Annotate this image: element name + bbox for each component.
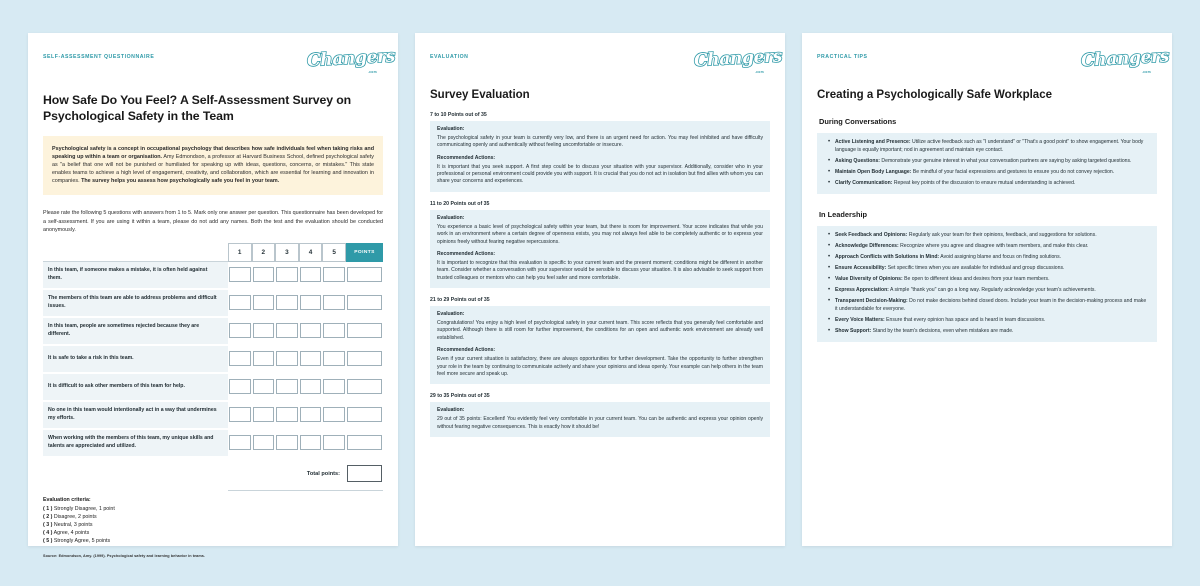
list-item <box>835 139 1148 154</box>
actions-text: It is important that you seek support. A first step could be to discuss your situation with your supervisor. Additionally, consider who in your professional or personal environment could provide you with support. It is crucial that you do not act in isolation but find allies with whom you can share your concerns and experiences. <box>437 163 763 185</box>
tip-text: Be mindful of your facial expressions and gestures to ensure you do not convey rejection. <box>911 168 1115 175</box>
tick-box[interactable] <box>276 267 298 282</box>
answer-cell-5[interactable] <box>322 374 346 402</box>
tip-term: Acknowledge Differences: <box>835 243 899 249</box>
evaluation-criteria <box>43 496 383 545</box>
evaluation-body <box>430 402 770 437</box>
answer-cell-5[interactable] <box>322 262 346 290</box>
list-item <box>835 328 1148 336</box>
answer-cell-2[interactable] <box>252 318 276 346</box>
question-text: When working with the members of this team, my unique skills and talents are appreciated and utilized. <box>43 430 228 458</box>
logo-wordmark: Changers <box>693 46 783 71</box>
list-item <box>835 254 1148 262</box>
question-text: It is difficult to ask other members of this team for help. <box>43 374 228 402</box>
scale-header-1: 1 <box>228 243 252 262</box>
table-row <box>43 262 383 290</box>
tip-term: Active Listening and Presence: <box>835 139 911 145</box>
tick-box[interactable] <box>253 351 275 366</box>
evaluation-label: Evaluation: <box>437 407 465 414</box>
total-points-label: Total points: <box>306 471 341 478</box>
question-text: In this team, if someone makes a mistake, it is often held against them. <box>43 262 228 290</box>
callout-tail: The survey helps you assess how psychologically safe you feel in your team. <box>81 178 280 185</box>
tick-box[interactable] <box>300 267 322 282</box>
changers-logo <box>693 46 783 75</box>
tip-text: Utilize active feedback such as "I understand" or "That's a good point" to show engagement. Your body language is equally important; nod in agreement and maintain eye contact. <box>835 139 1144 153</box>
evaluation-body <box>430 210 770 288</box>
answer-cell-4[interactable] <box>299 346 323 374</box>
points-header: POINTS <box>346 243 383 262</box>
logo-tld: .com <box>367 70 377 74</box>
tip-text: Stand by the team's decisions, even when mistakes are made. <box>871 327 1014 334</box>
criteria-item <box>43 505 383 513</box>
actions-text: It is important to recognize that this evaluation is specific to your current team and the present moment; conditions might be different in another team. Consider whether a conversation with your supervisor would be sensible to discuss your situation. It is also advisable to seek support from trusted colleagues or mentors who can help you feel safer and more comfortable. <box>437 259 763 281</box>
answer-cell-3[interactable] <box>275 262 299 290</box>
answer-cell-3[interactable] <box>275 346 299 374</box>
tick-box[interactable] <box>323 407 345 422</box>
tip-term: Transparent Decision-Making: <box>835 298 908 304</box>
evaluation-block <box>430 112 770 192</box>
score-range-label: 21 to 29 Points out of 35 <box>430 297 490 304</box>
list-item <box>835 265 1148 273</box>
tick-box[interactable] <box>300 407 322 422</box>
points-cell[interactable] <box>346 374 383 402</box>
tick-box[interactable] <box>276 379 298 394</box>
answer-cell-1[interactable] <box>228 374 252 402</box>
actions-label: Recommended Actions: <box>437 347 496 354</box>
criteria-num: ( 4 ) <box>43 529 53 536</box>
tick-box[interactable] <box>253 267 275 282</box>
criteria-item <box>43 529 383 537</box>
page-practical-tips <box>802 33 1172 546</box>
evaluation-label: Evaluation: <box>437 214 465 221</box>
actions-text: Even if your current situation is satisfactory, there are always opportunities for further development. Take the opportunity to further strengthen your role in the team by continuing to communicate actively and share your opinions and ideas openly. Your example can help others in the team feel more secure and speak up. <box>437 356 763 377</box>
tip-term: Seek Feedback and Opinions: <box>835 232 908 238</box>
criteria-item <box>43 521 383 529</box>
answer-cell-2[interactable] <box>252 262 276 290</box>
points-box[interactable] <box>347 267 382 282</box>
tick-box[interactable] <box>253 435 275 450</box>
points-cell[interactable] <box>346 430 383 458</box>
tick-box[interactable] <box>276 323 298 338</box>
underline-spacer <box>43 484 228 491</box>
total-points-box[interactable] <box>347 465 382 482</box>
tick-box[interactable] <box>229 267 251 282</box>
table-row <box>43 346 383 374</box>
question-text: It is safe to take a risk in this team. <box>43 346 228 374</box>
tick-box[interactable] <box>300 295 322 310</box>
source-citation: Source: Edmondson, Amy. (1999). Psychological safety and learning behavior in teams. <box>43 553 206 558</box>
tip-term: Asking Questions: <box>835 157 881 164</box>
table-row <box>43 290 383 318</box>
answer-cell-3[interactable] <box>275 290 299 318</box>
answer-cell-3[interactable] <box>275 318 299 346</box>
list-item <box>835 243 1148 251</box>
question-text: The members of this team are able to address problems and difficult issues. <box>43 290 228 318</box>
points-cell[interactable] <box>346 290 383 318</box>
table-row <box>43 318 383 346</box>
tip-text: Ensure that every opinion has space and is heard in team discussions. <box>884 316 1046 323</box>
evaluation-body <box>430 121 770 192</box>
answer-cell-2[interactable] <box>252 290 276 318</box>
answer-cell-3[interactable] <box>275 402 299 430</box>
table-row <box>43 402 383 430</box>
tip-text: Set specific times when you are available for individual and group discussions. <box>886 265 1065 271</box>
page-title: Survey Evaluation <box>430 89 530 101</box>
instructions-text: Please rate the following 5 questions with answers from 1 to 5. Mark only one answer per question. This questionnaire has been developed for a self-assessment. If you are using it within a team, please do not add any names. Both the test and the evaluation should be conducted anonymously. <box>43 210 383 233</box>
evaluation-block <box>430 393 770 437</box>
table-header-row <box>43 243 383 262</box>
list-item <box>835 180 1148 188</box>
list-item <box>835 158 1148 166</box>
answer-cell-5[interactable] <box>322 430 346 458</box>
points-cell[interactable] <box>346 262 383 290</box>
tick-box[interactable] <box>229 323 251 338</box>
points-box[interactable] <box>347 407 382 422</box>
criteria-num: ( 2 ) <box>43 513 53 520</box>
page-title: Creating a Psychologically Safe Workplace <box>817 89 1052 101</box>
survey-table <box>43 243 383 491</box>
answer-cell-2[interactable] <box>252 346 276 374</box>
list-item <box>835 169 1148 177</box>
total-underline <box>228 484 383 491</box>
tip-text: Do not make decisions behind closed doors. Include your team in the decision-making process and make it understandable for everyone. <box>835 298 1147 312</box>
changers-logo <box>306 46 396 75</box>
tick-box[interactable] <box>253 295 275 310</box>
total-points-row <box>43 458 383 484</box>
actions-label: Recommended Actions: <box>437 154 496 161</box>
list-item <box>835 298 1148 313</box>
page-title: How Safe Do You Feel? A Self-Assessment Survey on Psychological Safety in the Team <box>43 93 352 123</box>
tip-term: Ensure Accessibility: <box>835 265 887 271</box>
tip-term: Every Voice Matters: <box>835 316 885 323</box>
criteria-text: Strongly Agree, 5 points <box>52 537 111 544</box>
evaluation-block <box>430 297 770 384</box>
callout-middle: Amy Edmondson, a professor at Harvard Business School, defined psychological safety as "a belief that one will not be punished or humiliated for speaking up with ideas, questions, concerns, or mistakes." This state enables teams to achieve a high level of engagement, creativity, and collaboration, which are essential for learning and innovation in companies. <box>52 154 374 185</box>
tips-box-conversations <box>817 133 1157 194</box>
answer-cell-5[interactable] <box>322 346 346 374</box>
answer-cell-1[interactable] <box>228 290 252 318</box>
answer-cell-5[interactable] <box>322 290 346 318</box>
answer-cell-2[interactable] <box>252 430 276 458</box>
tip-text: Recognize where you agree and disagree with team members, and make this clear. <box>898 243 1089 249</box>
tip-text: Repeat key points of the discussion to ensure mutual understanding is achieved. <box>892 179 1076 186</box>
criteria-text: Strongly Disagree, 1 point <box>52 505 115 512</box>
tick-box[interactable] <box>276 407 298 422</box>
tick-box[interactable] <box>253 379 275 394</box>
page1-header <box>43 46 396 79</box>
tick-box[interactable] <box>300 351 322 366</box>
answer-cell-4[interactable] <box>299 262 323 290</box>
logo-tld: .com <box>1141 70 1151 74</box>
page2-kicker: EVALUATION <box>430 54 469 60</box>
evaluation-body <box>430 306 770 384</box>
tick-box[interactable] <box>253 323 275 338</box>
psychological-safety-callout <box>43 136 383 195</box>
evaluation-block <box>430 201 770 288</box>
list-item <box>835 317 1148 325</box>
header-spacer <box>43 243 228 262</box>
answer-cell-2[interactable] <box>252 374 276 402</box>
points-box[interactable] <box>347 295 382 310</box>
page-questionnaire <box>28 33 398 558</box>
tick-box[interactable] <box>253 407 275 422</box>
tip-text: A simple "thank you" can go a long way. Regularly acknowledge your team's achievements. <box>888 287 1096 293</box>
question-text: In this team, people are sometimes rejected because they are different. <box>43 318 228 346</box>
tick-box[interactable] <box>229 407 251 422</box>
score-range-label: 11 to 20 Points out of 35 <box>430 200 490 207</box>
tick-box[interactable] <box>323 295 345 310</box>
scale-header-5: 5 <box>322 243 346 262</box>
tick-box[interactable] <box>300 435 322 450</box>
tip-term: Maintain Open Body Language: <box>835 168 912 175</box>
tick-box[interactable] <box>229 379 251 394</box>
tick-box[interactable] <box>323 351 345 366</box>
actions-label: Recommended Actions: <box>437 250 496 257</box>
section-heading-conversations: During Conversations <box>819 117 897 126</box>
answer-cell-4[interactable] <box>299 402 323 430</box>
criteria-item <box>43 537 383 545</box>
answer-cell-5[interactable] <box>322 318 346 346</box>
tick-box[interactable] <box>229 295 251 310</box>
total-underline-row <box>43 484 383 491</box>
points-box[interactable] <box>347 435 382 450</box>
evaluation-label: Evaluation: <box>437 311 465 318</box>
tick-box[interactable] <box>300 379 322 394</box>
tick-box[interactable] <box>323 323 345 338</box>
answer-cell-1[interactable] <box>228 402 252 430</box>
tick-box[interactable] <box>276 295 298 310</box>
tick-box[interactable] <box>323 379 345 394</box>
tick-box[interactable] <box>229 351 251 366</box>
page3-kicker: PRACTICAL TIPS <box>817 54 868 60</box>
answer-cell-5[interactable] <box>322 402 346 430</box>
page3-header <box>817 46 1170 79</box>
tick-box[interactable] <box>323 267 345 282</box>
tip-text: Regularly ask your team for their opinions, feedback, and suggestions for solutions. <box>907 232 1097 238</box>
criteria-num: ( 1 ) <box>43 505 53 512</box>
points-cell[interactable] <box>346 346 383 374</box>
evaluation-text: You experience a basic level of psychological safety within your team, but there is room for improvement. Your score indicates that while you work in an environment where a certain degree of openness exists, you may not always feel able to be completely authentic or to express your opinions freely without fearing negative repercussions. <box>437 223 763 245</box>
answer-cell-1[interactable] <box>228 318 252 346</box>
scale-header-4: 4 <box>299 243 323 262</box>
score-range-label: 29 to 35 Points out of 35 <box>430 393 490 400</box>
logo-wordmark: Changers <box>306 46 396 71</box>
section-heading-leadership: In Leadership <box>819 210 868 219</box>
answer-cell-4[interactable] <box>299 374 323 402</box>
tick-box[interactable] <box>276 351 298 366</box>
criteria-text: Agree, 4 points <box>52 529 90 536</box>
list-item <box>835 276 1148 284</box>
tip-text: Demonstrate your genuine interest in what your conversation partners are saying by asking targeted questions. <box>880 157 1132 164</box>
answer-cell-3[interactable] <box>275 374 299 402</box>
question-text: No one in this team would intentionally act in a way that undermines my efforts. <box>43 402 228 430</box>
criteria-title: Evaluation criteria: <box>43 496 91 503</box>
evaluation-label: Evaluation: <box>437 126 465 132</box>
criteria-item <box>43 513 383 521</box>
tip-text: Be open to different ideas and desires from your team members. <box>902 276 1050 282</box>
tick-box[interactable] <box>229 435 251 450</box>
criteria-num: ( 3 ) <box>43 521 53 528</box>
tip-term: Clarify Communication: <box>835 179 893 186</box>
list-item <box>835 232 1148 240</box>
answer-cell-1[interactable] <box>228 262 252 290</box>
points-box[interactable] <box>347 379 382 394</box>
total-spacer <box>43 458 228 484</box>
page-evaluation <box>415 33 785 546</box>
evaluation-text: Congratulations! You enjoy a high level of psychological safety in your current team. This score reflects that you generally feel comfortable and supported. Although there is still room for further improvement, the conditions for an open and authentic work environment are already well established. <box>437 320 763 341</box>
answer-cell-4[interactable] <box>299 430 323 458</box>
answer-cell-4[interactable] <box>299 290 323 318</box>
criteria-text: Neutral, 3 points <box>52 521 93 528</box>
answer-cell-3[interactable] <box>275 430 299 458</box>
points-box[interactable] <box>347 351 382 366</box>
answer-cell-4[interactable] <box>299 318 323 346</box>
criteria-num: ( 5 ) <box>43 537 53 544</box>
answer-cell-1[interactable] <box>228 346 252 374</box>
tips-list <box>822 232 1148 335</box>
logo-tld: .com <box>754 70 764 74</box>
page2-header <box>430 46 783 79</box>
logo-wordmark: Changers <box>1080 46 1170 71</box>
scale-header-2: 2 <box>252 243 276 262</box>
table-row <box>43 430 383 458</box>
criteria-text: Disagree, 2 points <box>52 513 97 520</box>
tip-text: Avoid assigning blame and focus on finding solutions. <box>939 254 1062 260</box>
tip-term: Show Support: <box>835 327 872 334</box>
tip-term: Approach Conflicts with Solutions in Mind: <box>835 254 940 260</box>
tick-box[interactable] <box>323 435 345 450</box>
changers-logo <box>1080 46 1170 75</box>
tip-term: Value Diversity of Opinions: <box>835 276 903 282</box>
points-cell[interactable] <box>346 402 383 430</box>
tick-box[interactable] <box>276 435 298 450</box>
tips-list <box>822 139 1148 187</box>
score-range-label: 7 to 10 Points out of 35 <box>430 112 487 118</box>
points-cell[interactable] <box>346 318 383 346</box>
answer-cell-1[interactable] <box>228 430 252 458</box>
table-row <box>43 374 383 402</box>
evaluation-text: 29 out of 35 points: Excellent! You evidently feel very comfortable in your current team. You can be authentic and express your opinion openly without fearing negative consequences. This is exactly how it should be! <box>437 416 763 430</box>
callout-lead: Psychological safety is a concept in occupational psychology that describes how safe individuals feel when taking risks and speaking up within a team or organisation. <box>52 146 374 161</box>
tick-box[interactable] <box>300 323 322 338</box>
scale-header-3: 3 <box>275 243 299 262</box>
tip-term: Express Appreciation: <box>835 287 889 293</box>
tips-box-leadership <box>817 226 1157 342</box>
list-item <box>835 287 1148 295</box>
page1-kicker: SELF-ASSESSMENT QUESTIONNAIRE <box>43 54 155 60</box>
answer-cell-2[interactable] <box>252 402 276 430</box>
total-points-cell[interactable] <box>346 458 383 484</box>
points-box[interactable] <box>347 323 382 338</box>
evaluation-text: The psychological safety in your team is currently very low, and there is an urgent need for action. You may feel inhibited and have difficulty communicating openly and authentically without feeling uncomfortable or insecure. <box>437 134 763 149</box>
